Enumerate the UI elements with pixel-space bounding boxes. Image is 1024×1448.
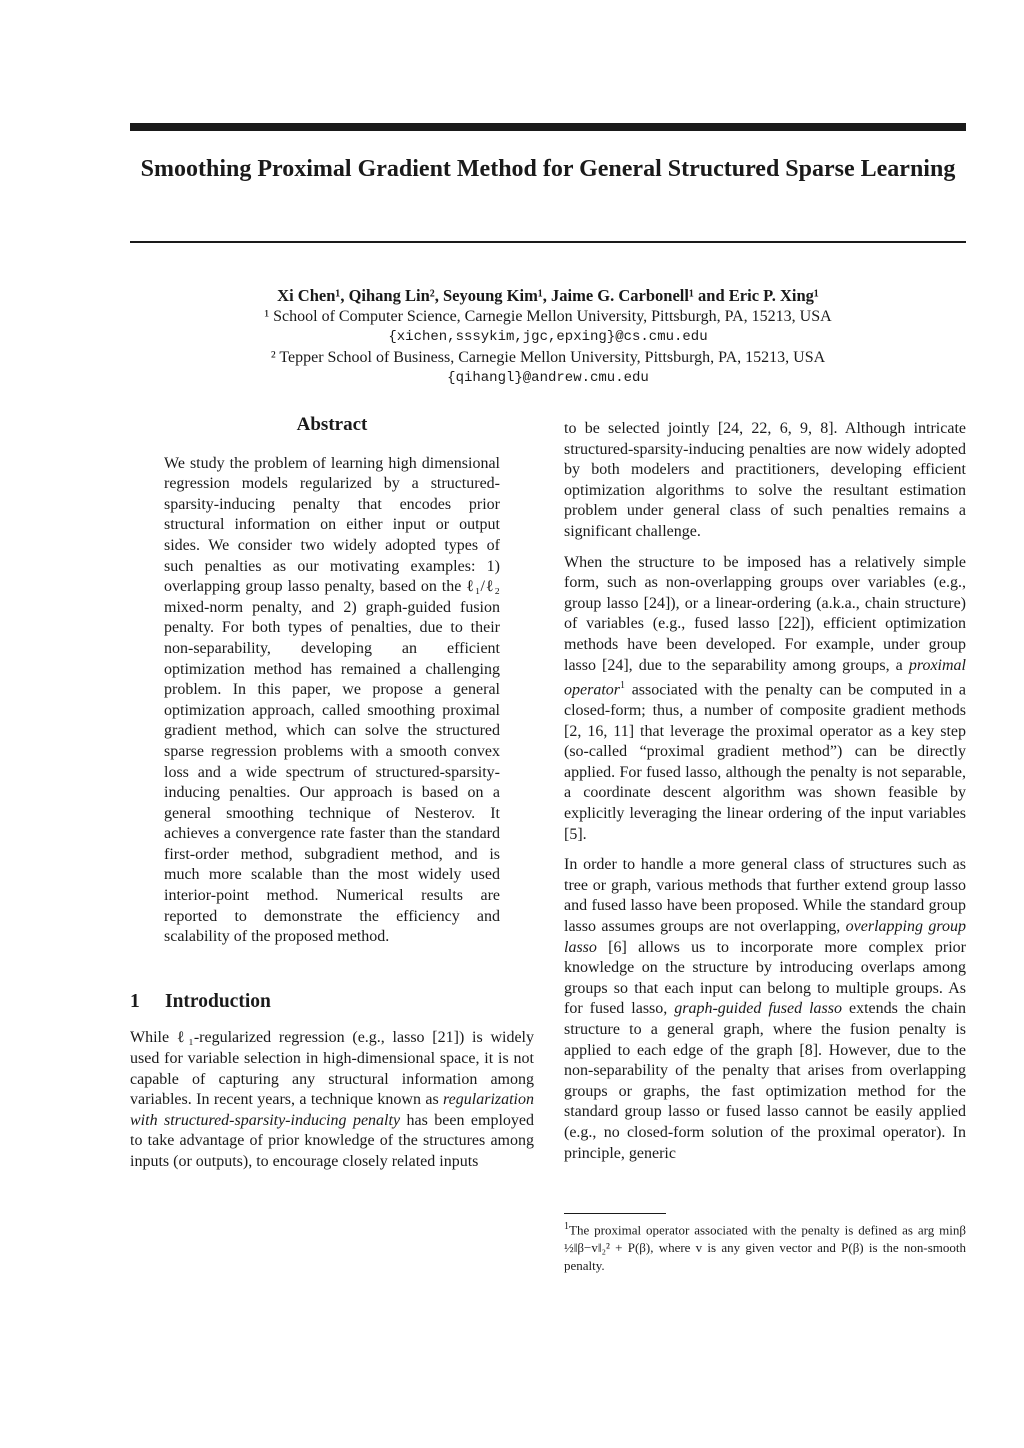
p3-text-b: [6] allows us to incorporate more complex prior knowledge on the structure by introducing overlaps among groups so that each input can belong to multiple groups. As for fused lasso,: [564, 938, 966, 1018]
intro-text-b: has been employed to take advantage of prior knowledge of the structures among inputs (or outputs), to encourage closely related inputs: [130, 1111, 535, 1170]
p3-text-a: In order to handle a more general class of structures such as tree or graph, various methods that further extend group lasso and fused lasso have been proposed. While the standard group lasso assumes groups are not overlapping,: [564, 856, 966, 935]
p3-text-c: extends the chain structure to a general graph, where the fusion penalty is applied to each edge of the graph [8]. However, due to the non-separability of the penalty that arises from overlapping groups or graphs, the fast optimization method for the standard group lasso or fused lasso cannot be easily applied (e.g., no closed-form solution of the proximal operator). In principle, generic: [564, 1000, 966, 1162]
title-rule: [130, 241, 966, 243]
top-rule: [130, 123, 966, 131]
intro-paragraph: [130, 1028, 534, 1172]
section-title: Introduction: [165, 990, 271, 1012]
footnote-marker: 1: [620, 680, 625, 692]
right-paragraph-1: to be selected jointly [24, 22, 6, 9, 8]. Although intricate structured-sparsity-inducing penalties are now widely adopted by both modelers and practitioners, developing efficient optimization algorithms to solve the resultant estimation problem under general class of such penalties remains a significant challenge.: [564, 420, 966, 540]
right-paragraph-2: [564, 553, 966, 846]
author-names: Xi Chen¹, Qihang Lin², Seyoung Kim¹, Jaime G. Carbonell¹ and Eric P. Xing¹: [277, 286, 819, 305]
footnote-text: The proximal operator associated with the penalty is defined as arg minβ ½‖β−v‖₂² + P(β), where v is any given vector and P(β) is the non-smooth penalty.: [564, 1222, 966, 1274]
right-paragraph-3: [564, 855, 966, 1164]
left-column: [130, 415, 534, 1173]
intro-text-a: While ℓ₁-regularized regression (e.g., lasso [21]) is widely used for variable selection in high-dimensional space, it is not capable of capturing any structural information among variables. In recent years, a technique known as: [130, 1029, 534, 1109]
right-column: [564, 419, 966, 1164]
section-number: 1: [130, 990, 140, 1012]
email-1: {xichen,sssykim,jgc,epxing}@cs.cmu.edu: [388, 329, 708, 345]
footnote-number: 1: [564, 1221, 569, 1232]
abstract-heading: Abstract: [296, 414, 368, 435]
footnote: [564, 1218, 966, 1275]
section-heading: [130, 992, 534, 1013]
email-2: {qihangl}@andrew.cmu.edu: [447, 370, 649, 386]
p3-emphasis-1: overlapping group lasso: [564, 917, 967, 956]
affiliation-2: ² Tepper School of Business, Carnegie Mellon University, Pittsburgh, PA, 15213, USA: [270, 348, 826, 366]
p2-text-b: associated with the penalty can be computed in a closed-form; thus, a number of composite gradient methods [2, 16, 11] that leverage the proximal operator as a key step (so-called “proximal gradient method”) can be directly applied. For fused lasso, although the penalty is not separable, a coordinate descent algorithm was shown feasible by explicitly leveraging the linear ordering of the input variables [5].: [564, 681, 966, 843]
p3-emphasis-2: graph-guided fused lasso: [674, 1000, 842, 1018]
author-block: [130, 286, 966, 389]
intro-emphasis: regularization with structured-sparsity-inducing penalty: [130, 1091, 534, 1129]
footnote-rule: [564, 1213, 666, 1214]
p2-emphasis: proximal operator: [564, 656, 966, 699]
paper-title: Smoothing Proximal Gradient Method for General Structured Sparse Learning: [140, 156, 956, 182]
p2-text-a: When the structure to be imposed has a relatively simple form, such as non-overlapping groups over variables (e.g., group lasso [24]), or a linear-ordering (a.k.a., chain structure) of variables (e.g., fused lasso [22]), efficient optimization methods have been developed. For example, under group lasso [24], due to the separability among groups, a: [564, 553, 966, 674]
abstract-body: We study the problem of learning high dimensional regression models regularized by a structured-sparsity-inducing penalty that encodes prior structural information on either input or output sides. We consider two widely adopted types of such penalties as our motivating examples: 1) overlapping group lasso penalty, based on the ℓ₁/ℓ₂ mixed-norm penalty, and 2) graph-guided fusion penalty. For both types of penalties, due to their non-separability, developing an efficient optimization method has remained a challenging problem. In this paper, we propose a general optimization approach, called smoothing proximal gradient method, which can solve the structured sparse regression problems with a smooth convex loss and a wide spectrum of structured-sparsity-inducing penalties. Our approach is based on a general smoothing technique of Nesterov. It achieves a convergence rate faster than the standard first-order method, subgradient method, and is much more scalable than the most widely used interior-point method. Numerical results are reported to demonstrate the efficiency and scalability of the proposed method.: [164, 454, 500, 946]
affiliation-1: ¹ School of Computer Science, Carnegie Mellon University, Pittsburgh, PA, 15213, USA: [264, 307, 832, 325]
